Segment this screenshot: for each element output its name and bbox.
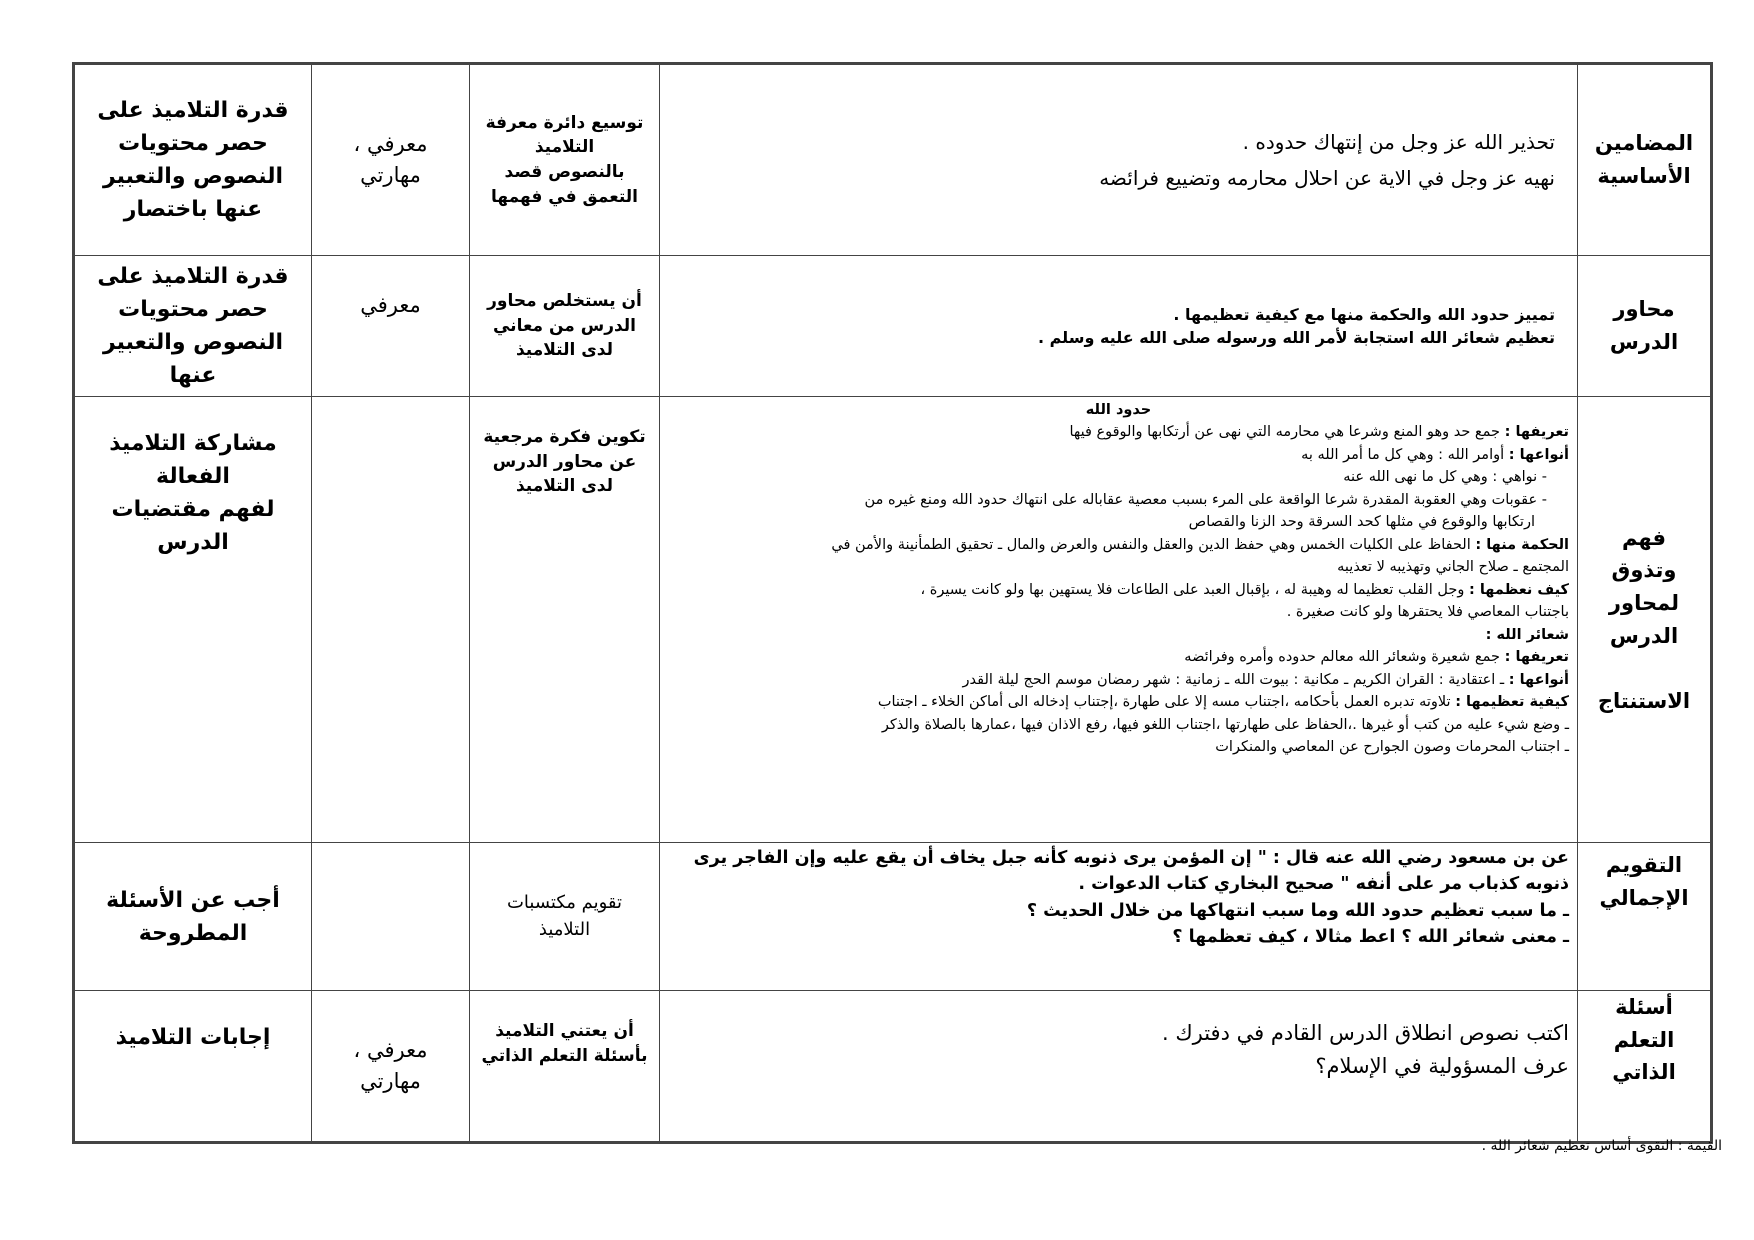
axis-line: الدرس <box>1609 623 1679 648</box>
criteria-line: إجابات التلاميذ <box>115 1025 271 1050</box>
axis-cell <box>1578 397 1712 843</box>
criteria-line: قدرة التلاميذ على <box>97 264 289 289</box>
content-text: جمع شعيرة وشعائر الله معالم حدوده وأمره وفرائضه <box>1184 649 1500 666</box>
criteria-line: عنها <box>169 363 217 388</box>
axis-spacer <box>1586 652 1702 685</box>
goal-cell <box>470 991 660 1143</box>
goal-cell <box>470 843 660 991</box>
criteria-cell <box>74 64 312 256</box>
content-text: وجل القلب تعظيما له وهيبة له ، بإقبال العبد على الطاعات فلا يستهين بها ولو كانت يسيرة ، <box>920 581 1465 598</box>
criteria-line: حصر محتويات <box>118 131 268 156</box>
axis-line: فهم وتذوق <box>1611 525 1677 583</box>
criteria-line: النصوص والتعبير <box>102 330 284 355</box>
content-line: عرف المسؤولية في الإسلام؟ <box>1315 1053 1569 1078</box>
axis-line: أسئلة <box>1615 995 1673 1019</box>
content-line: المجتمع ـ صلاح الجاني وتهذيبه لا تعذيبه <box>1337 559 1569 576</box>
label: كيف نعظمها : <box>1468 581 1569 598</box>
content-text: تلاوته تدبره العمل بأحكامه ،اجتناب مسه إلا على طهارة ،إجتناب إدخاله الى أماكن الخلاء ـ اجتناب <box>877 694 1451 711</box>
goal-line: أن يعتني التلاميذ <box>495 1021 634 1041</box>
axis-line: الأساسية <box>1597 164 1691 188</box>
axis-line: التقويم <box>1605 853 1683 877</box>
content-text: جمع حد وهو المنع وشرعا هي محارمه التي نهى عن أرتكابها والوقوع فيها <box>1069 424 1500 441</box>
type-line: معرفي ، <box>353 1037 428 1062</box>
content-line: ارتكابها والوقوع في مثلها كحد السرقة وحد الزنا والقصاص <box>1188 514 1535 531</box>
content-line: تحذير الله عز وجل من إنتهاك حدوده . <box>1242 130 1555 154</box>
goal-line: توسيع دائرة معرفة <box>485 112 644 133</box>
goal-line: عن محاور الدرس <box>492 451 637 472</box>
label: تعريفها : <box>1504 424 1569 441</box>
goal-line: لدى التلاميذ <box>515 340 614 361</box>
content-line: ـ ما سبب تعظيم حدود الله وما سبب انتهاكها من خلال الحديث ؟ <box>1026 900 1569 921</box>
section-heading: شعائر الله : <box>1485 626 1569 643</box>
goal-line: تكوين فكرة مرجعية <box>483 427 646 447</box>
axis-cell <box>1578 64 1712 256</box>
type-line: مهارتي <box>360 163 421 187</box>
type-cell <box>312 991 470 1143</box>
criteria-line: النصوص والتعبير <box>102 164 284 189</box>
content-line: ـ وضع شيء عليه من كتب أو غيرها .،الحفاظ على طهارتها ،اجتناب اللغو فيها، رفع الاذان فيها ،عمارها بالصلاة والذكر <box>881 716 1569 733</box>
content-line: نهيه عز وجل في الاية عن احلال محارمه وتضييع فرائضه <box>1099 166 1555 190</box>
axis-line: الدرس <box>1609 330 1679 354</box>
goal-line: التلاميذ <box>538 918 591 940</box>
criteria-cell <box>74 843 312 991</box>
axis-line: الذاتي <box>1612 1060 1676 1085</box>
content-cell <box>660 397 1578 843</box>
content-cell <box>660 64 1578 256</box>
table-row-lesson-axes <box>74 256 1712 397</box>
content-text: أوامر الله : وهي كل ما أمر الله به <box>1301 446 1505 463</box>
content-text: الحفاظ على الكليات الخمس وهي حفظ الدين والعقل والنفس والعرض والمال ـ تحقيق الطمأنينة والأمن في <box>831 536 1471 553</box>
axis-line: الإجمالي <box>1599 885 1689 910</box>
section-heading: حدود الله <box>1085 402 1152 418</box>
table-row-understanding <box>74 397 1712 843</box>
type-line: معرفي <box>360 293 421 317</box>
table-row-evaluation <box>74 843 1712 991</box>
criteria-line: حصر محتويات <box>118 297 268 322</box>
type-cell <box>312 397 470 843</box>
axis-line: الاستنتاج <box>1597 688 1691 713</box>
axis-cell <box>1578 843 1712 991</box>
goal-cell <box>470 64 660 256</box>
criteria-line: عنها باختصار <box>123 197 263 222</box>
content-line: اكتب نصوص انطلاق الدرس القادم في دفترك . <box>1161 1021 1569 1045</box>
goal-line: التعمق في فهمها <box>491 186 638 207</box>
type-cell <box>312 256 470 397</box>
content-cell <box>660 843 1578 991</box>
type-line: معرفي ، <box>353 131 428 156</box>
goal-line: التلاميذ <box>534 137 595 158</box>
criteria-line: المطروحة <box>138 920 248 946</box>
table-row-core-content <box>74 64 1712 256</box>
criteria-cell <box>74 397 312 843</box>
axis-cell <box>1578 256 1712 397</box>
content-line: ـ معنى شعائر الله ؟ اعط مثالا ، كيف تعظمها ؟ <box>1172 926 1569 947</box>
value-note: القيمة : التقوى أساس تعظيم شعائر الله . <box>1481 1138 1722 1154</box>
content-line: ذنوبه كذباب مر على أنفه " صحيح البخاري كتاب الدعوات . <box>1078 874 1569 895</box>
content-line: - عقوبات وهي العقوبة المقدرة شرعا الواقعة على المرء بسبب معصية عقاباله على انتهاك حدود الله ومنع غيره من <box>864 491 1547 508</box>
label: أنواعها : <box>1508 671 1569 688</box>
goal-cell <box>470 256 660 397</box>
axis-line: المضامين <box>1594 131 1694 156</box>
criteria-line: لفهم مقتضيات الدرس <box>111 497 275 555</box>
criteria-line: مشاركة التلاميذ <box>109 431 277 456</box>
axis-line: لمحاور <box>1608 590 1680 615</box>
content-line: - نواهي : وهي كل ما نهى الله عنه <box>1343 469 1547 486</box>
axis-line: محاور <box>1613 297 1675 322</box>
goal-line: لدى التلاميذ <box>515 476 614 497</box>
criteria-cell <box>74 991 312 1143</box>
table-row-self-learning <box>74 991 1712 1143</box>
type-line: مهارتي <box>360 1069 421 1093</box>
content-line: باجتناب المعاصي فلا يحتقرها ولو كانت صغيرة . <box>1286 604 1569 621</box>
criteria-line: أجب عن الأسئلة <box>106 887 280 913</box>
axis-line: التعلم <box>1613 1027 1675 1052</box>
label: تعريفها : <box>1504 649 1569 666</box>
content-cell <box>660 991 1578 1143</box>
content-cell <box>660 256 1578 397</box>
goal-line: أن يستخلص محاور <box>487 291 642 312</box>
label: أنواعها : <box>1508 446 1569 463</box>
content-line: تمييز حدود الله والحكمة منها مع كيفية تعظيمها . <box>1173 304 1555 324</box>
label: الحكمة منها : <box>1475 536 1569 553</box>
axis-cell <box>1578 991 1712 1143</box>
goal-line: الدرس من معاني <box>492 315 637 336</box>
goal-cell <box>470 397 660 843</box>
label: كيفية تعظيمها : <box>1455 694 1569 711</box>
criteria-line: الفعالة <box>156 464 230 489</box>
goal-line: بأسئلة التعلم الذاتي <box>481 1045 648 1066</box>
goal-line: تقويم مكتسبات <box>506 892 623 914</box>
content-line: ـ اجتناب المحرمات وصون الجوارح عن المعاصي والمنكرات <box>1215 739 1569 756</box>
lesson-plan-table <box>72 62 1713 1144</box>
criteria-cell <box>74 256 312 397</box>
type-cell <box>312 64 470 256</box>
content-line: عن بن مسعود رضي الله عنه قال : " إن المؤمن يرى ذنوبه كأنه جبل يخاف أن يقع عليه وإن الفاجر يرى <box>693 848 1569 868</box>
content-line: تعظيم شعائر الله استجابة لأمر الله ورسوله صلى الله عليه وسلم . <box>1037 328 1555 347</box>
content-text: ـ اعتقادية : القران الكريم ـ مكانية : بيوت الله ـ زمانية : شهر رمضان موسم الحج ليلة القدر <box>962 671 1505 688</box>
goal-line: بالنصوص قصد <box>504 162 625 182</box>
type-cell <box>312 843 470 991</box>
criteria-line: قدرة التلاميذ على <box>97 98 289 123</box>
